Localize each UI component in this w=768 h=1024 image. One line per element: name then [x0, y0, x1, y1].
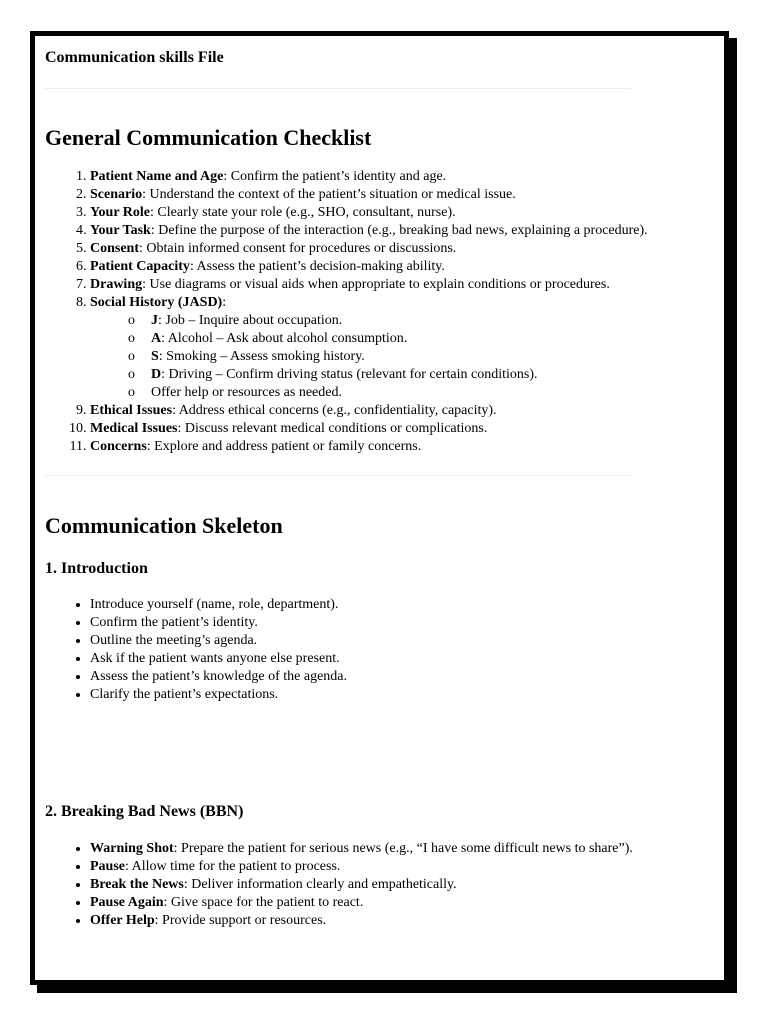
checklist-item-term: Consent: [90, 241, 140, 256]
jasd-item: [135, 366, 715, 384]
checklist-item: [90, 258, 715, 276]
bbn-item-desc: : Give space for the patient to react.: [163, 895, 364, 910]
jasd-item-desc: : Driving – Confirm driving status (relevant for certain conditions).: [161, 367, 538, 382]
bbn-item-term: Break the News: [90, 877, 184, 892]
bbn-item-desc: : Provide support or resources.: [154, 913, 327, 928]
checklist-item: [90, 438, 715, 456]
jasd-list: [90, 312, 715, 402]
jasd-item-desc: : Smoking – Assess smoking history.: [158, 349, 365, 364]
bbn-item: [90, 840, 715, 858]
bbn-item-term: Warning Shot: [90, 841, 174, 856]
checklist-item-desc: : Explore and address patient or family concerns.: [146, 439, 422, 454]
checklist-item-term: Concerns: [90, 439, 147, 454]
page-content: [45, 48, 715, 930]
file-title: Communication skills File: [45, 49, 224, 66]
bbn-item-desc: : Allow time for the patient to process.: [125, 859, 341, 874]
bbn-item-desc: : Prepare the patient for serious news (e.g., “I have some difficult news to share”).: [173, 841, 633, 856]
checklist-item-desc: : Obtain informed consent for procedures or discussions.: [139, 241, 457, 256]
bbn-item: [90, 894, 715, 912]
checklist-item-term: Your Task: [90, 223, 151, 238]
introduction-list: [45, 596, 715, 704]
checklist-item: [90, 204, 715, 222]
jasd-item-desc: : Alcohol – Ask about alcohol consumption.: [161, 331, 408, 346]
divider: [45, 475, 631, 476]
checklist-item: [90, 168, 715, 186]
introduction-item: • Introduce yourself (name, role, department).: [90, 596, 715, 614]
checklist-item-term: Ethical Issues: [90, 403, 173, 418]
checklist-item-desc: : Address ethical concerns (e.g., confidentiality, capacity).: [172, 403, 497, 418]
checklist-item: [90, 402, 715, 420]
bbn-item: [90, 912, 715, 930]
checklist: [45, 168, 715, 456]
checklist-item-desc: : Assess the patient’s decision-making ability.: [189, 259, 445, 274]
jasd-item-term: S: [151, 349, 159, 364]
bbn-item-term: Pause: [90, 859, 125, 874]
checklist-item-desc: : Confirm the patient’s identity and age.: [223, 169, 447, 184]
checklist-heading: General Communication Checklist: [45, 125, 372, 150]
skeleton-heading: Communication Skeleton: [45, 513, 283, 538]
checklist-item-desc: : Define the purpose of the interaction (e.g., breaking bad news, explaining a procedure).: [150, 223, 648, 238]
jasd-item: [135, 348, 715, 366]
jasd-item-desc: : Job – Inquire about occupation.: [158, 313, 343, 328]
checklist-item-term: Medical Issues: [90, 421, 178, 436]
jasd-item-term: A: [151, 331, 162, 346]
bbn-item: [90, 876, 715, 894]
checklist-item-term: Patient Capacity: [90, 259, 190, 274]
jasd-item-desc: Offer help or resources as needed.: [151, 385, 342, 400]
checklist-item-term: Your Role: [90, 205, 151, 220]
introduction-item: • Confirm the patient’s identity.: [90, 614, 715, 632]
introduction-heading: 1. Introduction: [45, 560, 148, 577]
checklist-item-desc: :: [222, 295, 227, 310]
document-page: [30, 31, 729, 985]
checklist-item: [90, 222, 715, 240]
bbn-list: [45, 840, 715, 930]
introduction-item: • Clarify the patient’s expectations.: [90, 686, 715, 704]
introduction-item: • Outline the meeting’s agenda.: [90, 632, 715, 650]
bbn-item-term: Pause Again: [90, 895, 164, 910]
checklist-item-term: Patient Name and Age: [90, 169, 224, 184]
checklist-item-desc: : Understand the context of the patient’s situation or medical issue.: [142, 187, 516, 202]
jasd-item: [135, 384, 715, 402]
jasd-item-term: J: [151, 313, 158, 328]
checklist-item: [90, 420, 715, 438]
checklist-item-desc: : Use diagrams or visual aids when appropriate to explain conditions or procedures.: [142, 277, 610, 292]
bbn-item-desc: : Deliver information clearly and empathetically.: [183, 877, 457, 892]
checklist-item: [90, 240, 715, 258]
checklist-item-term: Drawing: [90, 277, 143, 292]
bbn-item: [90, 858, 715, 876]
introduction-item: • Assess the patient’s knowledge of the agenda.: [90, 668, 715, 686]
checklist-item-social-history: [90, 294, 715, 402]
checklist-item-desc: : Clearly state your role (e.g., SHO, consultant, nurse).: [150, 205, 456, 220]
jasd-item-term: D: [151, 367, 162, 382]
checklist-item-term: Social History (JASD): [90, 295, 223, 310]
checklist-item-term: Scenario: [90, 187, 143, 202]
divider: [45, 88, 631, 89]
jasd-item: [135, 312, 715, 330]
checklist-item: [90, 186, 715, 204]
jasd-item: [135, 330, 715, 348]
bbn-item-term: Offer Help: [90, 913, 155, 928]
checklist-item: [90, 276, 715, 294]
introduction-item: • Ask if the patient wants anyone else present.: [90, 650, 715, 668]
bbn-heading: 2. Breaking Bad News (BBN): [45, 803, 244, 820]
checklist-item-desc: : Discuss relevant medical conditions or complications.: [177, 421, 488, 436]
